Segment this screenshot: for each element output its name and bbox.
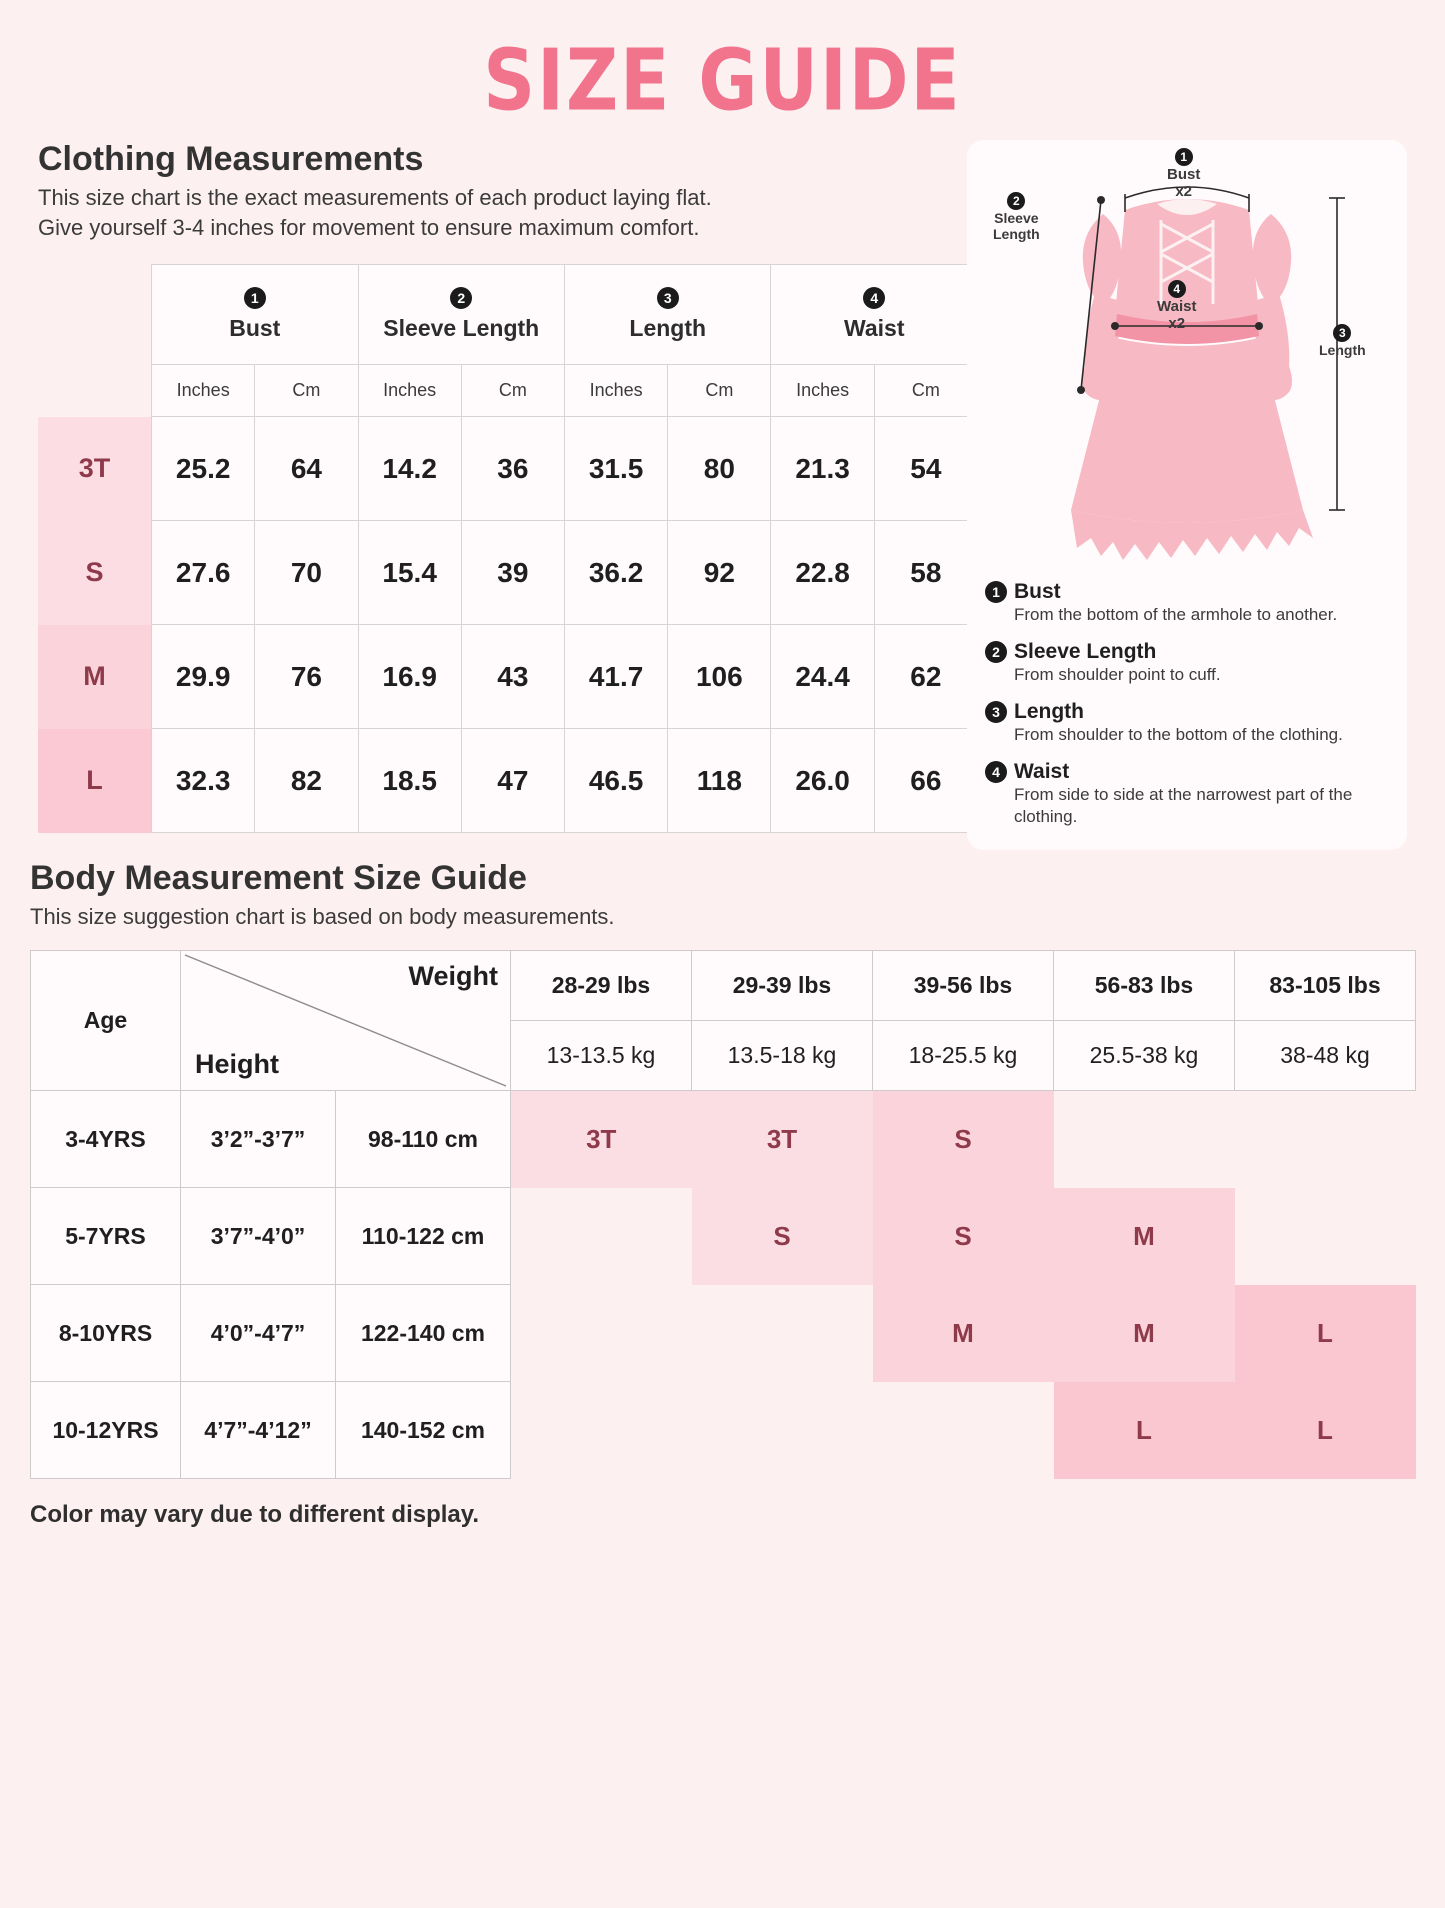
clothing-heading: Clothing Measurements bbox=[38, 140, 424, 178]
weight-lbs-header: 39-56 lbs bbox=[873, 951, 1054, 1021]
table-row bbox=[31, 1188, 1416, 1285]
weight-lbs-header: 83-105 lbs bbox=[1235, 951, 1416, 1021]
cell-value: 66 bbox=[874, 729, 977, 833]
size-suggestion: 3T bbox=[692, 1091, 873, 1188]
weight-label: Weight bbox=[408, 961, 498, 992]
legend-label: Bust bbox=[1014, 580, 1061, 603]
cell-value: 14.2 bbox=[358, 417, 461, 521]
age-header: Age bbox=[31, 951, 181, 1091]
legend-label: Waist bbox=[1014, 760, 1070, 784]
marker-2-icon: 2 bbox=[985, 641, 1007, 663]
empty-cell bbox=[511, 1285, 692, 1382]
body-measurement-section bbox=[0, 859, 1445, 1479]
unit-header: Cm bbox=[255, 365, 358, 417]
clothing-measurements-table bbox=[38, 264, 978, 833]
group-label: Sleeve Length bbox=[383, 315, 540, 342]
weight-kg-header: 25.5-38 kg bbox=[1054, 1021, 1235, 1091]
row-size-label: S bbox=[38, 521, 152, 625]
row-size-label: M bbox=[38, 625, 152, 729]
callout-sleeve-line2: Length bbox=[993, 226, 1040, 243]
cell-value: 58 bbox=[874, 521, 977, 625]
callout-bust-line1: Bust bbox=[1167, 166, 1201, 183]
callout-sleeve-length bbox=[993, 192, 1040, 242]
measurement-illustration-card bbox=[967, 140, 1407, 850]
callout-length-line1: Length bbox=[1319, 342, 1366, 358]
size-suggestion: S bbox=[873, 1188, 1054, 1285]
table-row bbox=[38, 625, 978, 729]
callout-sleeve-line1: Sleeve bbox=[994, 210, 1039, 226]
cell-value: 62 bbox=[874, 625, 977, 729]
unit-header: Cm bbox=[668, 365, 771, 417]
cell-value: 18.5 bbox=[358, 729, 461, 833]
dress-diagram bbox=[985, 150, 1389, 566]
legend-item-length bbox=[985, 700, 1389, 746]
row-size-label: L bbox=[38, 729, 152, 833]
marker-1-icon: 1 bbox=[244, 287, 266, 309]
body-desc: This size suggestion chart is based on body measurements. bbox=[30, 904, 615, 930]
table-corner bbox=[38, 365, 152, 417]
cell-value: 21.3 bbox=[771, 417, 874, 521]
row-height-ft: 3’7”-4’0” bbox=[181, 1188, 336, 1285]
dress-illustration-svg bbox=[985, 154, 1389, 566]
cell-value: 64 bbox=[255, 417, 358, 521]
unit-header: Inches bbox=[152, 365, 255, 417]
legend-desc: From the bottom of the armhole to another. bbox=[1014, 605, 1338, 624]
empty-cell bbox=[511, 1188, 692, 1285]
cell-value: 92 bbox=[668, 521, 771, 625]
weight-kg-header: 13.5-18 kg bbox=[692, 1021, 873, 1091]
legend-title bbox=[985, 580, 1389, 604]
size-suggestion: 3T bbox=[511, 1091, 692, 1188]
height-label: Height bbox=[195, 1049, 279, 1080]
clothing-desc-line1: This size chart is the exact measurements of each product laying flat. bbox=[38, 185, 712, 210]
cell-value: 36.2 bbox=[565, 521, 668, 625]
weight-kg-header: 18-25.5 kg bbox=[873, 1021, 1054, 1091]
table-row bbox=[38, 521, 978, 625]
size-suggestion: S bbox=[873, 1091, 1054, 1188]
callout-bust-line2: x2 bbox=[1175, 183, 1193, 201]
group-header-waist bbox=[771, 265, 978, 365]
row-age: 10-12YRS bbox=[31, 1382, 181, 1479]
cell-value: 106 bbox=[668, 625, 771, 729]
empty-cell bbox=[1235, 1091, 1416, 1188]
cell-value: 29.9 bbox=[152, 625, 255, 729]
row-height-cm: 122-140 cm bbox=[336, 1285, 511, 1382]
marker-2-icon: 2 bbox=[450, 287, 472, 309]
marker-4-icon: 4 bbox=[1168, 280, 1186, 298]
marker-2-icon: 2 bbox=[1007, 192, 1025, 210]
legend-title bbox=[985, 760, 1389, 784]
weight-kg-header: 38-48 kg bbox=[1235, 1021, 1416, 1091]
weight-kg-header: 13-13.5 kg bbox=[511, 1021, 692, 1091]
legend-title bbox=[985, 640, 1389, 664]
size-suggestion: L bbox=[1235, 1382, 1416, 1479]
cell-value: 43 bbox=[461, 625, 564, 729]
group-header-sleeve-length bbox=[358, 265, 564, 365]
page-title: SIZE GUIDE bbox=[483, 30, 962, 130]
cell-value: 26.0 bbox=[771, 729, 874, 833]
table-header-units bbox=[38, 365, 978, 417]
cell-value: 16.9 bbox=[358, 625, 461, 729]
group-label: Bust bbox=[229, 315, 281, 342]
size-suggestion: M bbox=[1054, 1285, 1235, 1382]
marker-1-icon: 1 bbox=[985, 581, 1007, 603]
marker-3-icon: 3 bbox=[1333, 324, 1351, 342]
group-label: Waist bbox=[843, 315, 905, 342]
cell-value: 80 bbox=[668, 417, 771, 521]
table-corner bbox=[38, 265, 152, 365]
legend-item-sleeve-length bbox=[985, 640, 1389, 686]
row-height-cm: 98-110 cm bbox=[336, 1091, 511, 1188]
empty-cell bbox=[511, 1382, 692, 1479]
empty-cell bbox=[692, 1285, 873, 1382]
cell-value: 22.8 bbox=[771, 521, 874, 625]
row-age: 8-10YRS bbox=[31, 1285, 181, 1382]
table-row bbox=[31, 1285, 1416, 1382]
size-suggestion: L bbox=[1235, 1285, 1416, 1382]
cell-value: 54 bbox=[874, 417, 977, 521]
row-age: 3-4YRS bbox=[31, 1091, 181, 1188]
cell-value: 41.7 bbox=[565, 625, 668, 729]
unit-header: Inches bbox=[565, 365, 668, 417]
row-size-label: 3T bbox=[38, 417, 152, 521]
cell-value: 31.5 bbox=[565, 417, 668, 521]
cell-value: 46.5 bbox=[565, 729, 668, 833]
table-row bbox=[31, 1382, 1416, 1479]
clothing-measurements-section bbox=[0, 140, 1445, 833]
cell-value: 76 bbox=[255, 625, 358, 729]
cell-value: 82 bbox=[255, 729, 358, 833]
size-suggestion: L bbox=[1054, 1382, 1235, 1479]
cell-value: 27.6 bbox=[152, 521, 255, 625]
group-header-bust bbox=[152, 265, 358, 365]
unit-header: Inches bbox=[358, 365, 461, 417]
cell-value: 25.2 bbox=[152, 417, 255, 521]
size-suggestion: S bbox=[692, 1188, 873, 1285]
row-height-cm: 140-152 cm bbox=[336, 1382, 511, 1479]
legend-desc: From shoulder point to cuff. bbox=[1014, 665, 1221, 685]
table-row bbox=[38, 417, 978, 521]
marker-3-icon: 3 bbox=[985, 701, 1007, 723]
table-row bbox=[31, 1091, 1416, 1188]
empty-cell bbox=[692, 1382, 873, 1479]
row-height-cm: 110-122 cm bbox=[336, 1188, 511, 1285]
cell-value: 118 bbox=[668, 729, 771, 833]
cell-value: 36 bbox=[461, 417, 564, 521]
table-header-weight-lbs bbox=[31, 951, 1416, 1021]
empty-cell bbox=[873, 1382, 1054, 1479]
body-heading: Body Measurement Size Guide bbox=[30, 859, 527, 898]
legend-item-waist bbox=[985, 760, 1389, 828]
size-suggestion: M bbox=[1054, 1188, 1235, 1285]
cell-value: 47 bbox=[461, 729, 564, 833]
marker-4-icon: 4 bbox=[985, 761, 1007, 783]
weight-lbs-header: 28-29 lbs bbox=[511, 951, 692, 1021]
group-label: Length bbox=[629, 315, 707, 342]
marker-1-icon: 1 bbox=[1175, 148, 1193, 166]
group-header-length bbox=[565, 265, 771, 365]
legend-desc: From shoulder to the bottom of the clothing. bbox=[1014, 725, 1343, 745]
row-height-ft: 4’0”-4’7” bbox=[181, 1285, 336, 1382]
legend-label: Length bbox=[1014, 700, 1084, 724]
weight-lbs-header: 56-83 lbs bbox=[1054, 951, 1235, 1021]
marker-4-icon: 4 bbox=[863, 287, 885, 309]
table-row bbox=[38, 729, 978, 833]
callout-bust bbox=[1167, 148, 1200, 201]
size-suggestion: M bbox=[873, 1285, 1054, 1382]
cell-value: 15.4 bbox=[358, 521, 461, 625]
callout-waist-line2: x2 bbox=[1168, 315, 1186, 333]
legend-item-bust bbox=[985, 580, 1389, 626]
cell-value: 32.3 bbox=[152, 729, 255, 833]
row-height-ft: 3’2”-3’7” bbox=[181, 1091, 336, 1188]
cell-value: 70 bbox=[255, 521, 358, 625]
callout-waist bbox=[1157, 280, 1196, 333]
weight-height-diagonal-header bbox=[181, 951, 511, 1091]
empty-cell bbox=[1054, 1091, 1235, 1188]
legend-label: Sleeve Length bbox=[1014, 640, 1157, 664]
cell-value: 39 bbox=[461, 521, 564, 625]
marker-3-icon: 3 bbox=[657, 287, 679, 309]
footer-note: Color may vary due to different display. bbox=[30, 1501, 479, 1529]
body-measurement-table bbox=[30, 950, 1416, 1479]
unit-header: Inches bbox=[771, 365, 874, 417]
cell-value: 24.4 bbox=[771, 625, 874, 729]
clothing-desc-line2: Give yourself 3-4 inches for movement to ensure maximum comfort. bbox=[38, 214, 700, 240]
unit-header: Cm bbox=[874, 365, 977, 417]
callout-length bbox=[1319, 324, 1366, 358]
table-header-groups bbox=[38, 265, 978, 365]
row-age: 5-7YRS bbox=[31, 1188, 181, 1285]
weight-lbs-header: 29-39 lbs bbox=[692, 951, 873, 1021]
row-height-ft: 4’7”-4’12” bbox=[181, 1382, 336, 1479]
legend-title bbox=[985, 700, 1389, 724]
legend-desc: From side to side at the narrowest part of the clothing. bbox=[1014, 785, 1353, 827]
callout-waist-line1: Waist bbox=[1157, 298, 1197, 315]
unit-header: Cm bbox=[461, 365, 564, 417]
empty-cell bbox=[1235, 1188, 1416, 1285]
